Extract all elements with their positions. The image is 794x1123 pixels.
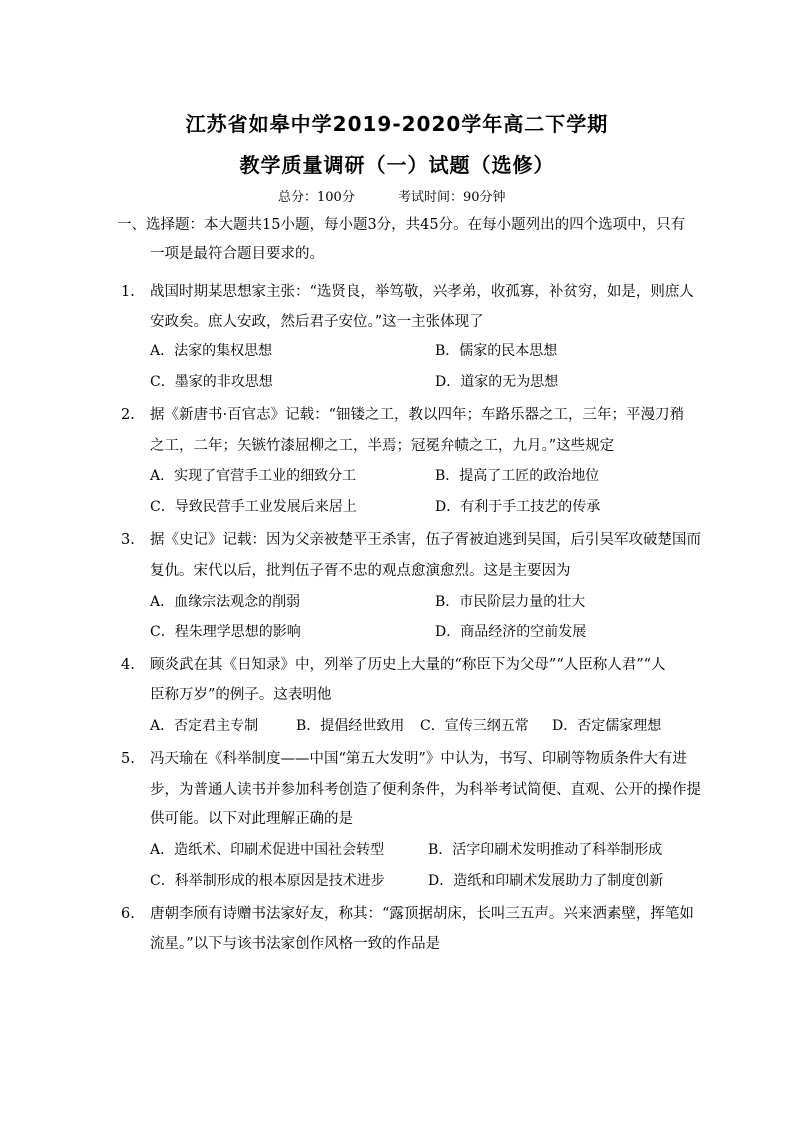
option-a: A．血缘宗法观念的削弱 (150, 594, 301, 610)
option-c: C．导致民营手工业发展后来居上 (150, 499, 357, 515)
option-a: A．否定君主专制 (150, 718, 259, 734)
option-b: B．儒家的民本思想 (435, 343, 558, 359)
option-b: B．市民阶层力量的壮大 (435, 594, 586, 610)
question-text-line: 冯天瑜在《科举制度——中国“第五大发明”》中认为，书写、印刷等物质条件大有进 (150, 751, 687, 767)
question-text-line: 安政矣。庶人安政，然后君子安位。”这一主张体现了 (150, 314, 484, 330)
option-b: B．提倡经世致用 (296, 718, 405, 734)
question-number: 5. (121, 751, 135, 767)
option-d: D．商品经济的空前发展 (435, 624, 587, 640)
option-b: B．提高了工匠的政治地位 (435, 468, 600, 484)
option-d: D．道家的无为思想 (435, 374, 559, 390)
exam-title-line1: 江苏省如皋中学2019-2020学年高二下学期 (185, 112, 609, 136)
question-number: 3. (121, 532, 135, 548)
option-c: C．墨家的非攻思想 (150, 374, 273, 390)
question-text-line: 据《史记》记载：因为父亲被楚平王杀害，伍子胥被迫逃到吴国，后引吴军攻破楚国而 (150, 532, 701, 548)
exam-title-line2: 教学质量调研（一）试题（选修） (239, 153, 555, 177)
question-text-line: 据《新唐书·百官志》记载：“钿镂之工，教以四年；车路乐器之工，三年；平漫刀矟 (150, 407, 685, 423)
question-text-line: 唐朝李颀有诗赠书法家好友，称其：“露顶据胡床，长叫三五声。兴来洒素壁，挥笔如 (150, 906, 694, 922)
question-number: 6. (121, 906, 135, 922)
option-d: D．造纸和印刷术发展助力了制度创新 (428, 873, 664, 889)
question-text-line: 顾炎武在其《日知录》中，列举了历史上大量的“称臣下为父母”“人臣称人君”“人 (150, 657, 666, 673)
option-d: D．否定儒家理想 (552, 718, 662, 734)
question-text-line: 步，为普通人读书并参加科考创造了便利条件，为科举考试简便、直观、公开的操作提 (150, 782, 701, 798)
section-instruction-line1: 一、选择题：本大题共15小题，每小题3分，共45分。在每小题列出的四个选项中，只有 (117, 217, 686, 233)
question-number: 1. (121, 284, 135, 300)
section-instruction-line2: 一项是最符合题目要求的。 (150, 246, 324, 262)
option-c: C．宣传三纲五常 (420, 718, 529, 734)
question-text-line: 供可能。以下对此理解正确的是 (150, 811, 353, 827)
total-score: 总分：100分 (278, 190, 355, 205)
question-number: 4. (121, 657, 135, 673)
question-text-line: 臣称万岁”的例子。这表明他 (150, 687, 332, 703)
option-a: A．实现了官营手工业的细致分工 (150, 468, 357, 484)
option-a: A．造纸术、印刷术促进中国社会转型 (150, 842, 385, 858)
option-c: C．科举制形成的根本原因是技术进步 (150, 873, 385, 889)
option-b: B．活字印刷术发明推动了科举制形成 (428, 842, 663, 858)
question-text-line: 战国时期某思想家主张：“选贤良，举笃敬，兴孝弟，收孤寡，补贫穷，如是，则庶人 (150, 284, 694, 300)
option-d: D．有利于手工技艺的传承 (435, 499, 601, 515)
question-number: 2. (121, 407, 135, 423)
option-c: C．程朱理学思想的影响 (150, 624, 301, 640)
question-text-line: 流星。”以下与该书法家创作风格一致的作品是 (150, 936, 441, 952)
option-a: A．法家的集权思想 (150, 343, 273, 359)
question-text-line: 之工，二年；矢镞竹漆屈柳之工，半焉；冠冕弁帻之工，九月。”这些规定 (150, 438, 615, 454)
question-text-line: 复仇。宋代以后，批判伍子胥不忠的观点愈演愈烈。这是主要因为 (150, 563, 571, 579)
exam-time: 考试时间：90分钟 (398, 190, 506, 205)
